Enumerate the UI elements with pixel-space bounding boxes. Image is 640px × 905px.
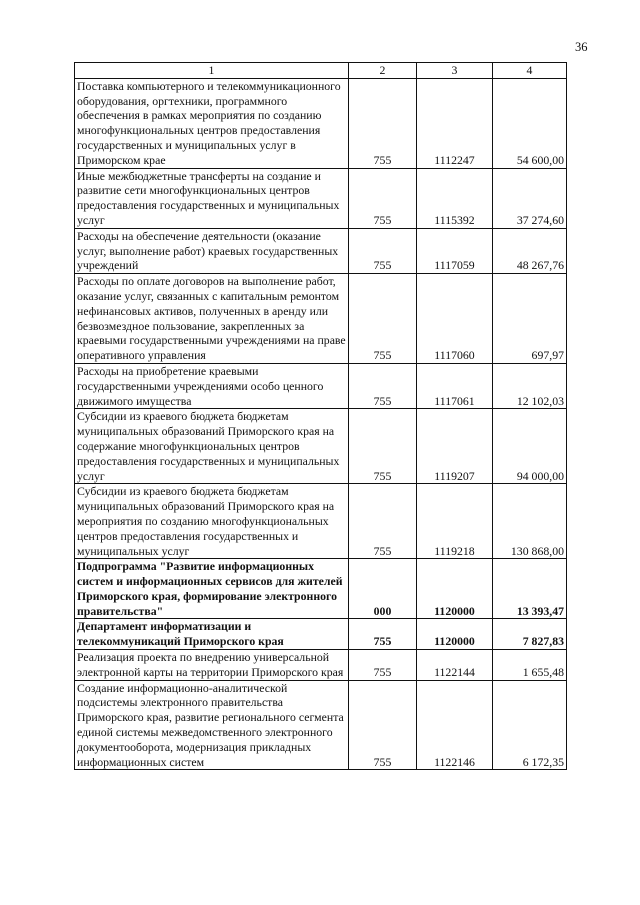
table-row-subprogram [75, 559, 567, 619]
page-number: 36 [575, 40, 588, 54]
budget-table [74, 62, 567, 770]
table-row [75, 484, 567, 559]
row-amount: 48 267,76 [493, 228, 567, 273]
row-amount: 6 172,35 [493, 680, 567, 770]
header-col-3: 3 [417, 63, 493, 79]
row-code: 755 [349, 619, 417, 650]
row-target: 1117061 [417, 363, 493, 408]
row-name: Реализация проекта по внедрению универсальной электронной карты на территории Приморского края [75, 650, 349, 681]
row-target: 1112247 [417, 78, 493, 168]
table-row [75, 274, 567, 364]
row-code: 755 [349, 650, 417, 681]
row-target: 1122146 [417, 680, 493, 770]
row-name: Субсидии из краевого бюджета бюджетам муниципальных образований Приморского края на содержание многофункциональных центров предоставления государственных и муниципальных услуг [75, 409, 349, 484]
row-target: 1119207 [417, 409, 493, 484]
table-row [75, 228, 567, 273]
row-target: 1120000 [417, 559, 493, 619]
row-target: 1120000 [417, 619, 493, 650]
row-amount: 7 827,83 [493, 619, 567, 650]
table-row [75, 78, 567, 168]
row-code: 755 [349, 363, 417, 408]
row-amount: 130 868,00 [493, 484, 567, 559]
row-code: 755 [349, 168, 417, 228]
header-col-2: 2 [349, 63, 417, 79]
table-header-row [75, 63, 567, 79]
row-amount: 1 655,48 [493, 650, 567, 681]
table-row [75, 650, 567, 681]
row-code: 755 [349, 680, 417, 770]
table-row [75, 409, 567, 484]
row-name: Департамент информатизации и телекоммуникаций Приморского края [75, 619, 349, 650]
table-row-department [75, 619, 567, 650]
row-name: Поставка компьютерного и телекоммуникационного оборудования, оргтехники, программного обеспечения в рамках мероприятия по созданию многофункциональных центров предоставления государственных и муниципальных услуг в Приморском крае [75, 78, 349, 168]
row-code: 755 [349, 228, 417, 273]
table-row [75, 680, 567, 770]
row-name: Иные межбюджетные трансферты на создание и развитие сети многофункциональных центров предоставления государственных и муниципальных услуг [75, 168, 349, 228]
row-code: 755 [349, 409, 417, 484]
row-target: 1117059 [417, 228, 493, 273]
row-code: 755 [349, 78, 417, 168]
row-name: Расходы на обеспечение деятельности (оказание услуг, выполнение работ) краевых государственных учреждений [75, 228, 349, 273]
row-name: Создание информационно-аналитической подсистемы электронного правительства Приморского края, развитие регионального сегмента единой системы межведомственного электронного документооборота, модернизация прикладных информационных систем [75, 680, 349, 770]
row-amount: 94 000,00 [493, 409, 567, 484]
header-col-4: 4 [493, 63, 567, 79]
row-code: 000 [349, 559, 417, 619]
row-name: Подпрограмма "Развитие информационных систем и информационных сервисов для жителей Приморского края, формирование электронного правительства" [75, 559, 349, 619]
row-name: Расходы по оплате договоров на выполнение работ, оказание услуг, связанных с капитальным ремонтом нефинансовых активов, полученных в аренду или безвозмездное пользование, закрепленных за краевыми государственными учреждениями на праве оперативного управления [75, 274, 349, 364]
row-name: Расходы на приобретение краевыми государственными учреждениями особо ценного движимого имущества [75, 363, 349, 408]
table-row [75, 168, 567, 228]
row-amount: 37 274,60 [493, 168, 567, 228]
row-name: Субсидии из краевого бюджета бюджетам муниципальных образований Приморского края на мероприятия по созданию многофункциональных центров предоставления государственных и муниципальных услуг [75, 484, 349, 559]
row-target: 1115392 [417, 168, 493, 228]
row-amount: 13 393,47 [493, 559, 567, 619]
header-col-1: 1 [75, 63, 349, 79]
row-target: 1122144 [417, 650, 493, 681]
table-row [75, 363, 567, 408]
row-amount: 12 102,03 [493, 363, 567, 408]
row-target: 1119218 [417, 484, 493, 559]
row-amount: 697,97 [493, 274, 567, 364]
row-target: 1117060 [417, 274, 493, 364]
row-code: 755 [349, 484, 417, 559]
row-code: 755 [349, 274, 417, 364]
row-amount: 54 600,00 [493, 78, 567, 168]
